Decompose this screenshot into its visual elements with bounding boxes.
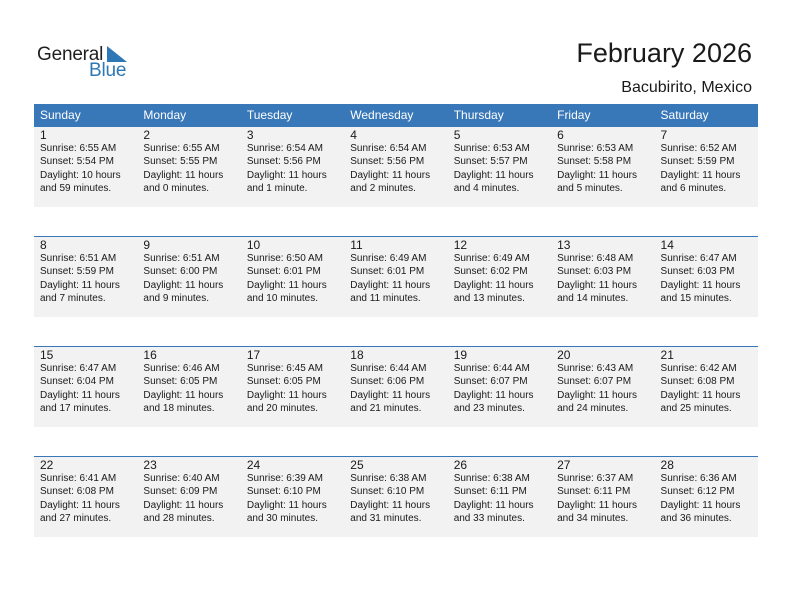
weekday-wednesday: Wednesday <box>350 108 414 122</box>
day-daylight2: and 7 minutes. <box>40 293 106 305</box>
weekday-monday: Monday <box>143 108 187 122</box>
day-sunset: Sunset: 5:59 PM <box>40 266 114 278</box>
day-sunset: Sunset: 5:54 PM <box>40 156 114 168</box>
day-number: 13 <box>557 238 571 252</box>
day-sunrise: Sunrise: 6:49 AM <box>453 253 530 264</box>
day-daylight1: Daylight: 11 hours <box>246 499 327 511</box>
day-daylight2: and 20 minutes. <box>246 403 319 415</box>
day-daylight2: and 21 minutes. <box>350 403 422 415</box>
day-sunrise: Sunrise: 6:36 AM <box>660 473 737 484</box>
day-daylight2: and 15 minutes. <box>660 293 732 305</box>
day-cell <box>551 127 654 207</box>
day-daylight1: Daylight: 11 hours <box>557 279 637 291</box>
day-sunset: Sunset: 5:55 PM <box>143 156 218 168</box>
day-daylight1: Daylight: 11 hours <box>660 389 741 401</box>
day-cell <box>551 237 654 317</box>
day-cell <box>551 347 654 427</box>
day-daylight1: Daylight: 11 hours <box>246 389 327 401</box>
day-sunrise: Sunrise: 6:49 AM <box>350 253 427 264</box>
day-daylight1: Daylight: 11 hours <box>40 499 120 511</box>
day-daylight2: and 30 minutes. <box>246 513 319 525</box>
day-cell <box>344 347 447 427</box>
day-cell <box>448 457 551 537</box>
day-sunset: Sunset: 5:58 PM <box>557 156 632 168</box>
day-cell <box>137 347 240 427</box>
page-title: February 2026 <box>576 38 752 68</box>
logo-text-general: General <box>37 44 104 65</box>
day-number: 16 <box>143 348 157 362</box>
day-daylight1: Daylight: 11 hours <box>453 389 534 401</box>
day-daylight1: Daylight: 11 hours <box>557 389 637 401</box>
day-number: 18 <box>350 348 364 362</box>
day-number: 11 <box>350 238 363 252</box>
day-daylight1: Daylight: 11 hours <box>660 279 741 291</box>
day-number: 15 <box>40 348 54 362</box>
day-number: 8 <box>40 238 47 252</box>
day-sunset: Sunset: 6:06 PM <box>350 376 425 388</box>
day-cell <box>34 127 137 207</box>
day-daylight1: Daylight: 11 hours <box>453 169 534 181</box>
day-daylight1: Daylight: 11 hours <box>557 499 637 511</box>
day-sunrise: Sunrise: 6:54 AM <box>350 143 427 154</box>
day-number: 2 <box>143 128 151 142</box>
day-daylight1: Daylight: 11 hours <box>40 279 120 291</box>
day-sunrise: Sunrise: 6:53 AM <box>557 143 634 154</box>
day-sunrise: Sunrise: 6:51 AM <box>40 253 117 264</box>
day-sunrise: Sunrise: 6:55 AM <box>143 143 220 154</box>
day-cell <box>448 127 551 207</box>
day-cell <box>448 237 551 317</box>
day-number: 9 <box>143 238 151 252</box>
day-daylight1: Daylight: 11 hours <box>143 499 224 511</box>
day-sunrise: Sunrise: 6:38 AM <box>453 473 530 484</box>
day-cell <box>241 127 344 207</box>
day-number: 26 <box>453 458 468 472</box>
day-cell <box>655 457 758 537</box>
day-daylight2: and 31 minutes. <box>350 513 422 525</box>
day-number: 14 <box>660 238 674 252</box>
day-cell <box>344 457 447 537</box>
day-sunrise: Sunrise: 6:47 AM <box>660 253 737 264</box>
day-number: 22 <box>40 458 54 472</box>
day-sunrise: Sunrise: 6:37 AM <box>557 473 634 484</box>
day-daylight2: and 23 minutes. <box>453 403 525 415</box>
weekday-header <box>34 104 758 126</box>
day-daylight2: and 0 minutes. <box>143 183 210 195</box>
weekday-friday: Friday <box>557 108 591 122</box>
day-number: 24 <box>246 458 261 472</box>
day-sunset: Sunset: 6:05 PM <box>143 376 218 388</box>
day-sunset: Sunset: 6:12 PM <box>660 486 735 498</box>
day-sunrise: Sunrise: 6:48 AM <box>557 253 634 264</box>
day-number: 21 <box>660 348 674 362</box>
day-cell <box>137 127 240 207</box>
day-sunrise: Sunrise: 6:39 AM <box>246 473 323 484</box>
day-number: 23 <box>143 458 157 472</box>
day-cell <box>34 347 137 427</box>
day-daylight2: and 10 minutes. <box>246 293 319 305</box>
day-cell <box>344 237 447 317</box>
day-cell <box>551 457 654 537</box>
day-daylight2: and 2 minutes. <box>350 183 416 195</box>
day-sunrise: Sunrise: 6:54 AM <box>246 143 323 154</box>
day-cell <box>241 237 344 317</box>
day-daylight1: Daylight: 11 hours <box>660 499 741 511</box>
day-sunset: Sunset: 5:59 PM <box>660 156 735 168</box>
day-daylight2: and 34 minutes. <box>557 513 629 525</box>
day-number: 19 <box>453 348 468 362</box>
day-sunset: Sunset: 6:03 PM <box>660 266 735 278</box>
day-sunset: Sunset: 5:57 PM <box>453 156 528 168</box>
day-daylight1: Daylight: 11 hours <box>557 169 637 181</box>
day-sunrise: Sunrise: 6:50 AM <box>246 253 323 264</box>
day-number: 25 <box>350 458 364 472</box>
week-row <box>34 236 758 317</box>
logo-text-blue: Blue <box>89 60 127 81</box>
day-daylight1: Daylight: 11 hours <box>246 279 327 291</box>
day-cell <box>34 457 137 537</box>
day-sunset: Sunset: 6:01 PM <box>246 266 321 278</box>
day-daylight2: and 6 minutes. <box>660 183 727 195</box>
weekday-saturday: Saturday <box>660 108 709 122</box>
day-daylight2: and 33 minutes. <box>453 513 525 525</box>
day-daylight1: Daylight: 11 hours <box>660 169 741 181</box>
day-sunset: Sunset: 6:07 PM <box>453 376 528 388</box>
day-number: 3 <box>246 128 254 142</box>
day-sunrise: Sunrise: 6:43 AM <box>557 363 634 374</box>
day-daylight2: and 1 minute. <box>246 183 308 195</box>
day-cell <box>241 347 344 427</box>
day-sunrise: Sunrise: 6:41 AM <box>40 473 117 484</box>
day-number: 17 <box>246 348 261 362</box>
day-number: 4 <box>350 128 357 142</box>
day-daylight2: and 17 minutes. <box>40 403 112 415</box>
day-daylight2: and 4 minutes. <box>453 183 520 195</box>
day-cell <box>655 237 758 317</box>
day-daylight1: Daylight: 11 hours <box>350 499 431 511</box>
day-daylight2: and 5 minutes. <box>557 183 623 195</box>
day-daylight1: Daylight: 11 hours <box>350 389 431 401</box>
day-daylight1: Daylight: 11 hours <box>40 389 120 401</box>
day-daylight2: and 59 minutes. <box>40 183 112 195</box>
day-sunrise: Sunrise: 6:52 AM <box>660 143 737 154</box>
day-cell <box>34 237 137 317</box>
day-sunset: Sunset: 6:11 PM <box>557 486 631 498</box>
day-sunrise: Sunrise: 6:51 AM <box>143 253 220 264</box>
day-sunset: Sunset: 6:03 PM <box>557 266 632 278</box>
day-daylight1: Daylight: 11 hours <box>453 279 534 291</box>
day-daylight2: and 36 minutes. <box>660 513 732 525</box>
day-number: 6 <box>557 128 564 142</box>
day-number: 7 <box>660 128 668 142</box>
location-label: Bacubirito, Mexico <box>621 79 752 96</box>
day-cell <box>655 127 758 207</box>
day-number: 27 <box>557 458 571 472</box>
day-sunrise: Sunrise: 6:44 AM <box>350 363 427 374</box>
day-number: 28 <box>660 458 674 472</box>
day-daylight2: and 13 minutes. <box>453 293 525 305</box>
day-daylight2: and 9 minutes. <box>143 293 210 305</box>
day-sunrise: Sunrise: 6:47 AM <box>40 363 117 374</box>
day-sunset: Sunset: 6:01 PM <box>350 266 425 278</box>
day-daylight1: Daylight: 10 hours <box>40 169 121 181</box>
week-row <box>34 346 758 427</box>
day-sunrise: Sunrise: 6:53 AM <box>453 143 530 154</box>
logo <box>37 42 137 82</box>
day-number: 12 <box>453 238 468 252</box>
day-sunset: Sunset: 6:10 PM <box>350 486 425 498</box>
day-cell <box>344 127 447 207</box>
day-daylight1: Daylight: 11 hours <box>143 279 224 291</box>
day-daylight2: and 28 minutes. <box>143 513 215 525</box>
weekday-tuesday: Tuesday <box>246 108 293 122</box>
day-cell <box>137 237 240 317</box>
week-row <box>34 126 758 207</box>
day-sunset: Sunset: 5:56 PM <box>246 156 321 168</box>
day-sunset: Sunset: 6:11 PM <box>453 486 527 498</box>
day-sunset: Sunset: 6:00 PM <box>143 266 218 278</box>
day-sunset: Sunset: 6:10 PM <box>246 486 321 498</box>
day-sunset: Sunset: 6:09 PM <box>143 486 218 498</box>
day-daylight2: and 11 minutes. <box>350 293 421 305</box>
day-daylight2: and 27 minutes. <box>40 513 112 525</box>
day-sunrise: Sunrise: 6:40 AM <box>143 473 220 484</box>
day-sunset: Sunset: 5:56 PM <box>350 156 425 168</box>
day-sunrise: Sunrise: 6:45 AM <box>246 363 323 374</box>
day-daylight1: Daylight: 11 hours <box>143 389 224 401</box>
day-daylight1: Daylight: 11 hours <box>246 169 327 181</box>
day-sunrise: Sunrise: 6:42 AM <box>660 363 737 374</box>
day-daylight1: Daylight: 11 hours <box>350 279 431 291</box>
day-daylight2: and 25 minutes. <box>660 403 732 415</box>
day-cell <box>241 457 344 537</box>
day-daylight2: and 24 minutes. <box>557 403 629 415</box>
day-daylight1: Daylight: 11 hours <box>453 499 534 511</box>
day-number: 20 <box>557 348 571 362</box>
day-sunset: Sunset: 6:08 PM <box>40 486 114 498</box>
week-row <box>34 456 758 537</box>
day-sunrise: Sunrise: 6:55 AM <box>40 143 117 154</box>
day-daylight1: Daylight: 11 hours <box>143 169 224 181</box>
day-number: 10 <box>246 238 261 252</box>
day-sunset: Sunset: 6:02 PM <box>453 266 528 278</box>
weekday-sunday: Sunday <box>40 108 81 122</box>
weekday-thursday: Thursday <box>453 108 504 122</box>
day-cell <box>655 347 758 427</box>
day-daylight2: and 14 minutes. <box>557 293 629 305</box>
day-sunrise: Sunrise: 6:46 AM <box>143 363 220 374</box>
day-sunrise: Sunrise: 6:38 AM <box>350 473 427 484</box>
day-sunset: Sunset: 6:08 PM <box>660 376 735 388</box>
day-sunset: Sunset: 6:07 PM <box>557 376 632 388</box>
day-number: 5 <box>453 128 461 142</box>
day-sunrise: Sunrise: 6:44 AM <box>453 363 530 374</box>
day-sunset: Sunset: 6:04 PM <box>40 376 114 388</box>
day-daylight2: and 18 minutes. <box>143 403 215 415</box>
day-cell <box>137 457 240 537</box>
day-number: 1 <box>40 128 47 142</box>
day-daylight1: Daylight: 11 hours <box>350 169 431 181</box>
day-sunset: Sunset: 6:05 PM <box>246 376 321 388</box>
day-cell <box>448 347 551 427</box>
